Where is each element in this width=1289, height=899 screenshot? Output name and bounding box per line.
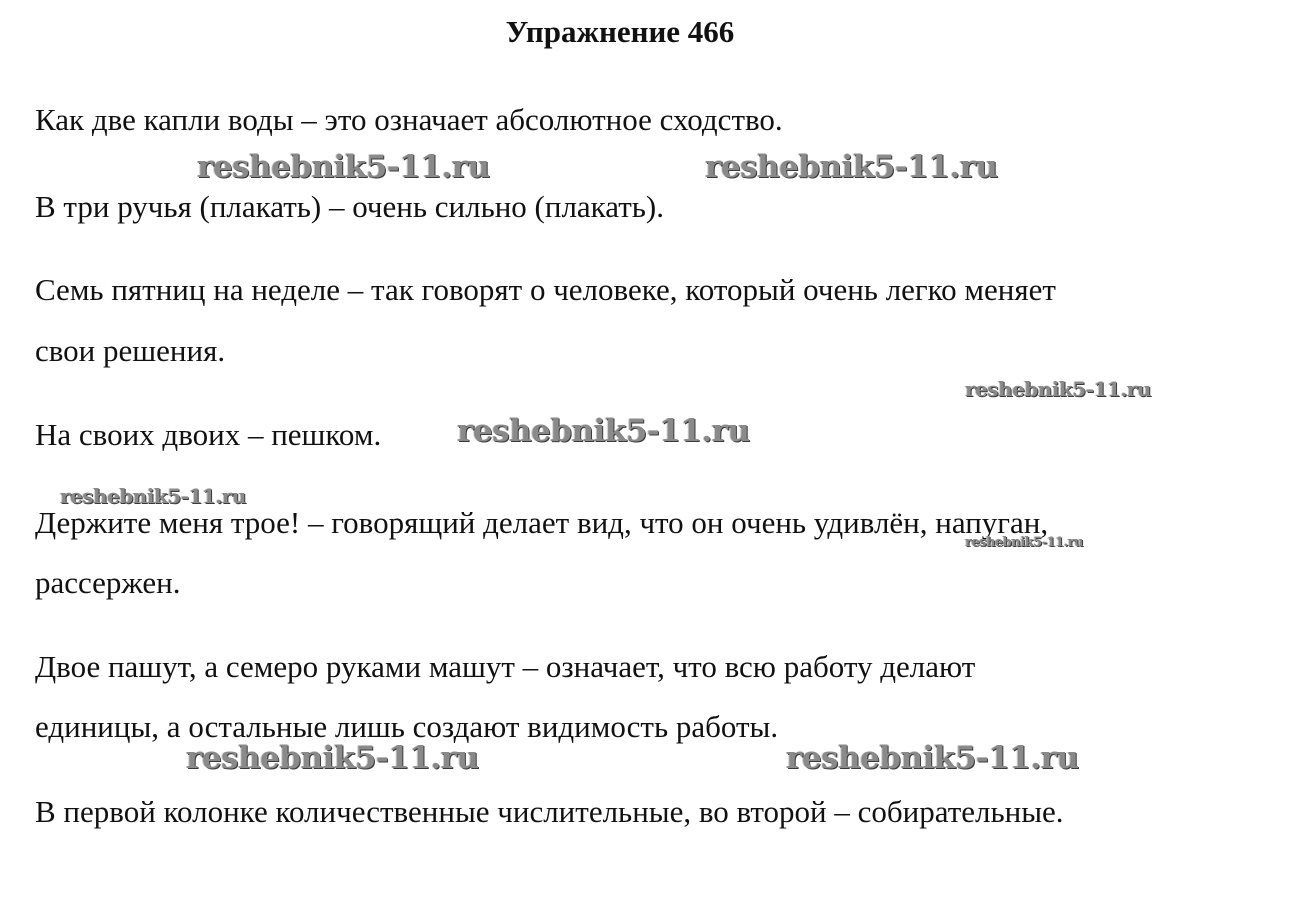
answer-line-9: единицы, а остальные лишь создают видимость работы. (35, 709, 779, 744)
watermark: reshebnik5-11.ru (186, 740, 479, 776)
exercise-title: Упражнение 466 (505, 14, 735, 49)
answer-line-10: В первой колонке количественные числительные, во второй – собирательные. (35, 794, 1064, 829)
answer-line-7: рассержен. (35, 565, 181, 600)
answer-line-1: Как две капли воды – это означает абсолютное сходство. (35, 102, 783, 137)
answer-line-6: Держите меня трое! – говорящий делает вид, что он очень удивлён, напуган, (35, 505, 1049, 540)
answer-line-5: На своих двоих – пешком. (35, 417, 382, 452)
answer-line-2: В три ручья (плакать) – очень сильно (плакать). (35, 189, 664, 224)
watermark: reshebnik5-11.ru (705, 149, 998, 185)
watermark: reshebnik5-11.ru (965, 377, 1151, 401)
answer-line-8: Двое пашут, а семеро руками машут – означает, что всю работу делают (35, 649, 976, 684)
watermark: reshebnik5-11.ru (197, 149, 490, 185)
watermark: reshebnik5-11.ru (60, 484, 246, 508)
watermark: reshebnik5-11.ru (965, 535, 1084, 550)
watermark: reshebnik5-11.ru (457, 413, 750, 449)
watermark: reshebnik5-11.ru (786, 740, 1079, 776)
answer-line-3: Семь пятниц на неделе – так говорят о человеке, который очень легко меняет (35, 272, 1056, 307)
answer-line-4: свои решения. (35, 333, 226, 368)
